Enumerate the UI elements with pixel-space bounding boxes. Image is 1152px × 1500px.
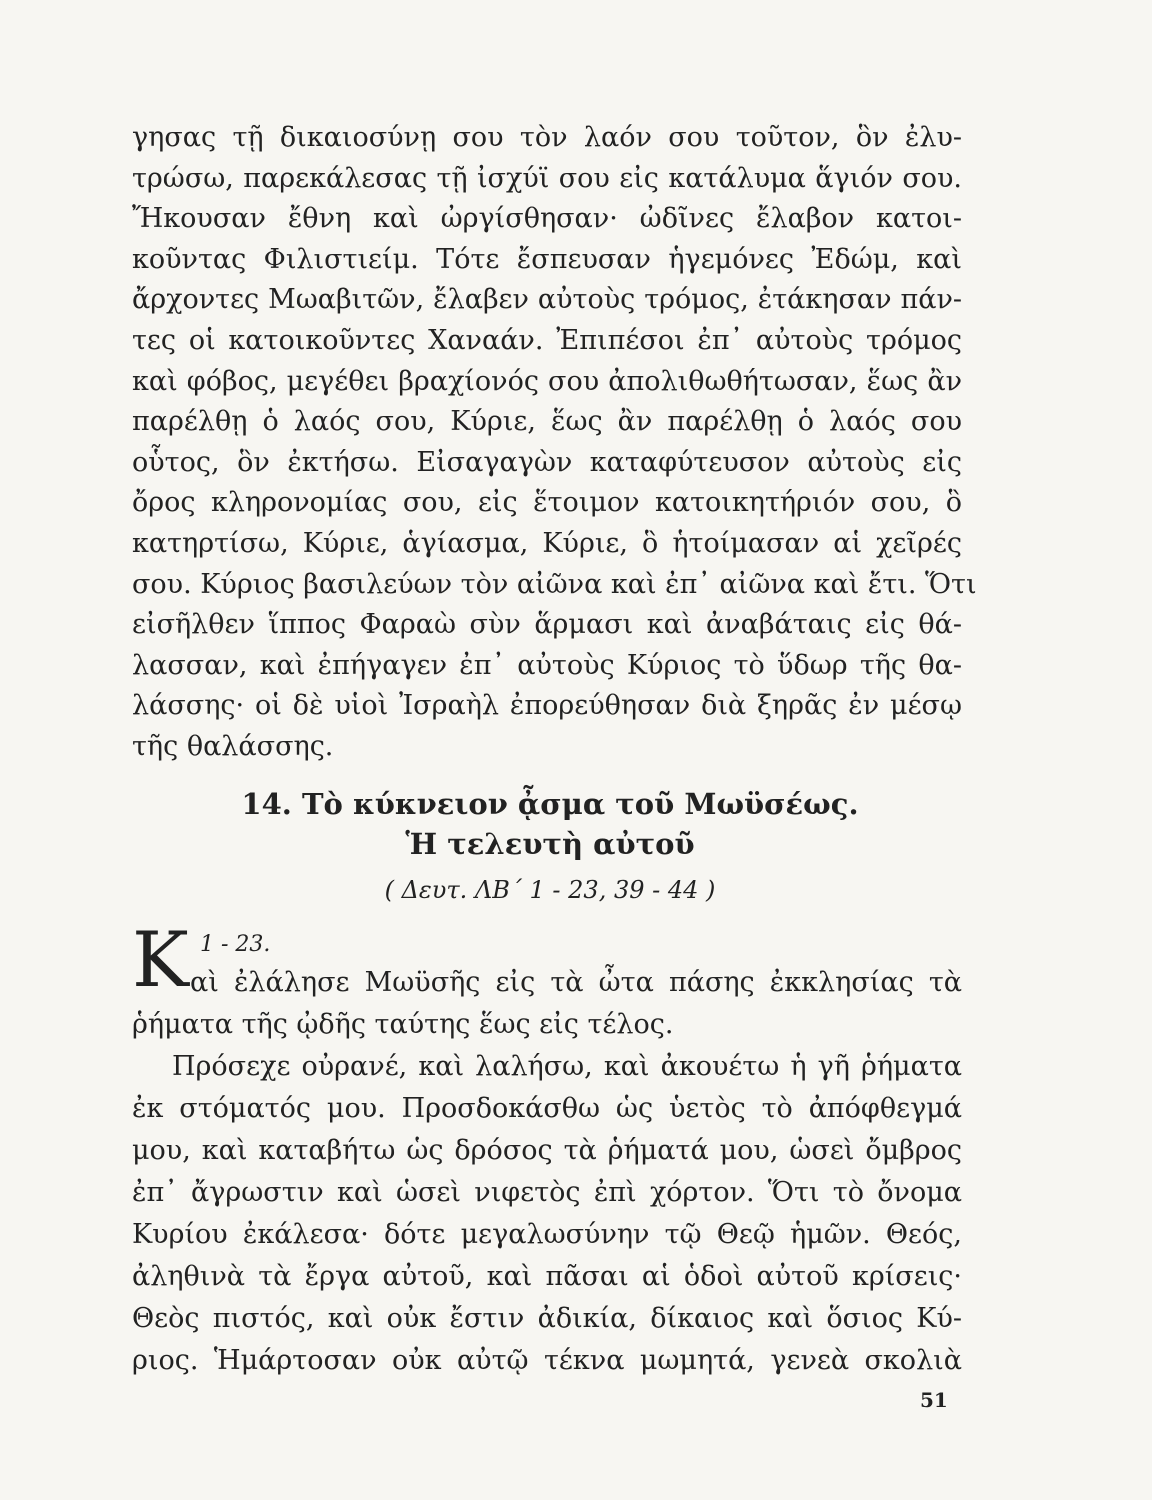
text-line: εἰσῆλθεν ἵππος Φαραὼ σὺν ἅρμασι καὶ ἀναβάταις εἰς θά- [132, 609, 962, 641]
text-line: ὄρος κληρονομίας σου, εἰς ἕτοιμον κατοικητήριόν σου, ὃ [132, 487, 962, 519]
bottom-paragraph [132, 962, 962, 1382]
text-line: Ἤκουσαν ἔθνη καὶ ὠργίσθησαν· ὠδῖνες ἔλαβον κατοι- [132, 203, 962, 235]
drop-cap: Κ [132, 915, 189, 1004]
scripture-reference: ( Δευτ. ΛΒ΄ 1 - 23, 39 - 44 ) [384, 876, 716, 904]
text-line: τες οἱ κατοικοῦντες Χαναάν. Ἐπιπέσοι ἐπ᾽ αὐτοὺς τρόμος [132, 324, 962, 356]
text-line: ριος. Ἡμάρτοσαν οὐκ αὐτῷ τέκνα μωμητά, γενεὰ σκολιὰ [132, 1345, 962, 1376]
text-line: λασσαν, καὶ ἐπήγαγεν ἐπ᾽ αὐτοὺς Κύριος τὸ ὕδωρ τῆς θα- [132, 649, 962, 681]
text-line: ἀληθινὰ τὰ ἔργα αὐτοῦ, καὶ πᾶσαι αἱ ὁδοὶ αὐτοῦ κρίσεις· [132, 1261, 962, 1292]
text-line: αὶ ἐλάλησε Μωϋσῆς εἰς τὰ ὦτα πάσης ἐκκλησίας τὰ [190, 967, 962, 998]
section-subheading: Ἡ τελευτὴ αὐτοῦ [405, 827, 695, 861]
text-line: ἐπ᾽ ἄγρωστιν καὶ ὡσεὶ νιφετὸς ἐπὶ χόρτον. Ὅτι τὸ ὄνομα [132, 1177, 962, 1208]
text-line: Πρόσεχε οὐρανέ, καὶ λαλήσω, καὶ ἀκουέτω ἡ γῆ ῥήματα [172, 1051, 962, 1082]
text-line: παρέλθῃ ὁ λαός σου, Κύριε, ἕως ἂν παρέλθῃ ὁ λαός σου [132, 406, 962, 438]
text-line: ῥήματα τῆς ᾠδῆς ταύτης ἕως εἰς τέλος. [132, 1009, 674, 1040]
text-line: μου, καὶ καταβήτω ὡς δρόσος τὰ ῥήματά μου, ὡσεὶ ὄμβρος [132, 1135, 962, 1166]
text-line: ἄρχοντες Μωαβιτῶν, ἔλαβεν αὐτοὺς τρόμος, ἐτάκησαν πάν- [132, 284, 962, 316]
text-line: οὗτος, ὃν ἐκτήσω. Εἰσαγαγὼν καταφύτευσον αὐτοὺς εἰς [132, 446, 962, 478]
text-line: γησας τῇ δικαιοσύνῃ σου τὸν λαόν σου τοῦτον, ὃν ἐλυ- [132, 122, 962, 153]
verse-range: 1 - 23. [200, 932, 271, 957]
page-number: 51 [920, 1388, 948, 1412]
text-line: λάσσης· οἱ δὲ υἱοὶ Ἰσραὴλ ἐπορεύθησαν διὰ ξηρᾶς ἐν μέσῳ [132, 690, 962, 722]
text-line: ἐκ στόματός μου. Προσδοκάσθω ὡς ὑετὸς τὸ ἀπόφθεγμά [132, 1093, 962, 1124]
section-heading: 14. Τὸ κύκνειον ᾆσμα τοῦ Μωϋσέως. [241, 787, 859, 821]
text-line: τρώσω, παρεκάλεσας τῇ ἰσχύϊ σου εἰς κατάλυμα ἅγιόν σου. [132, 162, 962, 194]
text-line: Κυρίου ἐκάλεσα· δότε μεγαλωσύνην τῷ Θεῷ ἡμῶν. Θεός, [132, 1219, 962, 1250]
text-line: καὶ φόβος, μεγέθει βραχίονός σου ἀπολιθωθήτωσαν, ἕως ἂν [132, 365, 962, 397]
text-line: σου. Κύριος βασιλεύων τὸν αἰῶνα καὶ ἐπ᾽ αἰῶνα καὶ ἔτι. Ὅτι [132, 568, 977, 600]
top-paragraph [132, 118, 977, 768]
text-line: Θεὸς πιστός, καὶ οὐκ ἔστιν ἀδικία, δίκαιος καὶ ὅσιος Κύ- [132, 1303, 962, 1334]
text-line: κοῦντας Φιλιστιείμ. Τότε ἔσπευσαν ἡγεμόνες Ἐδώμ, καὶ [132, 243, 962, 275]
text-line: τῆς θαλάσσης. [132, 730, 334, 762]
text-line: κατηρτίσω, Κύριε, ἁγίασμα, Κύριε, ὃ ἡτοίμασαν αἱ χεῖρές [132, 527, 962, 559]
